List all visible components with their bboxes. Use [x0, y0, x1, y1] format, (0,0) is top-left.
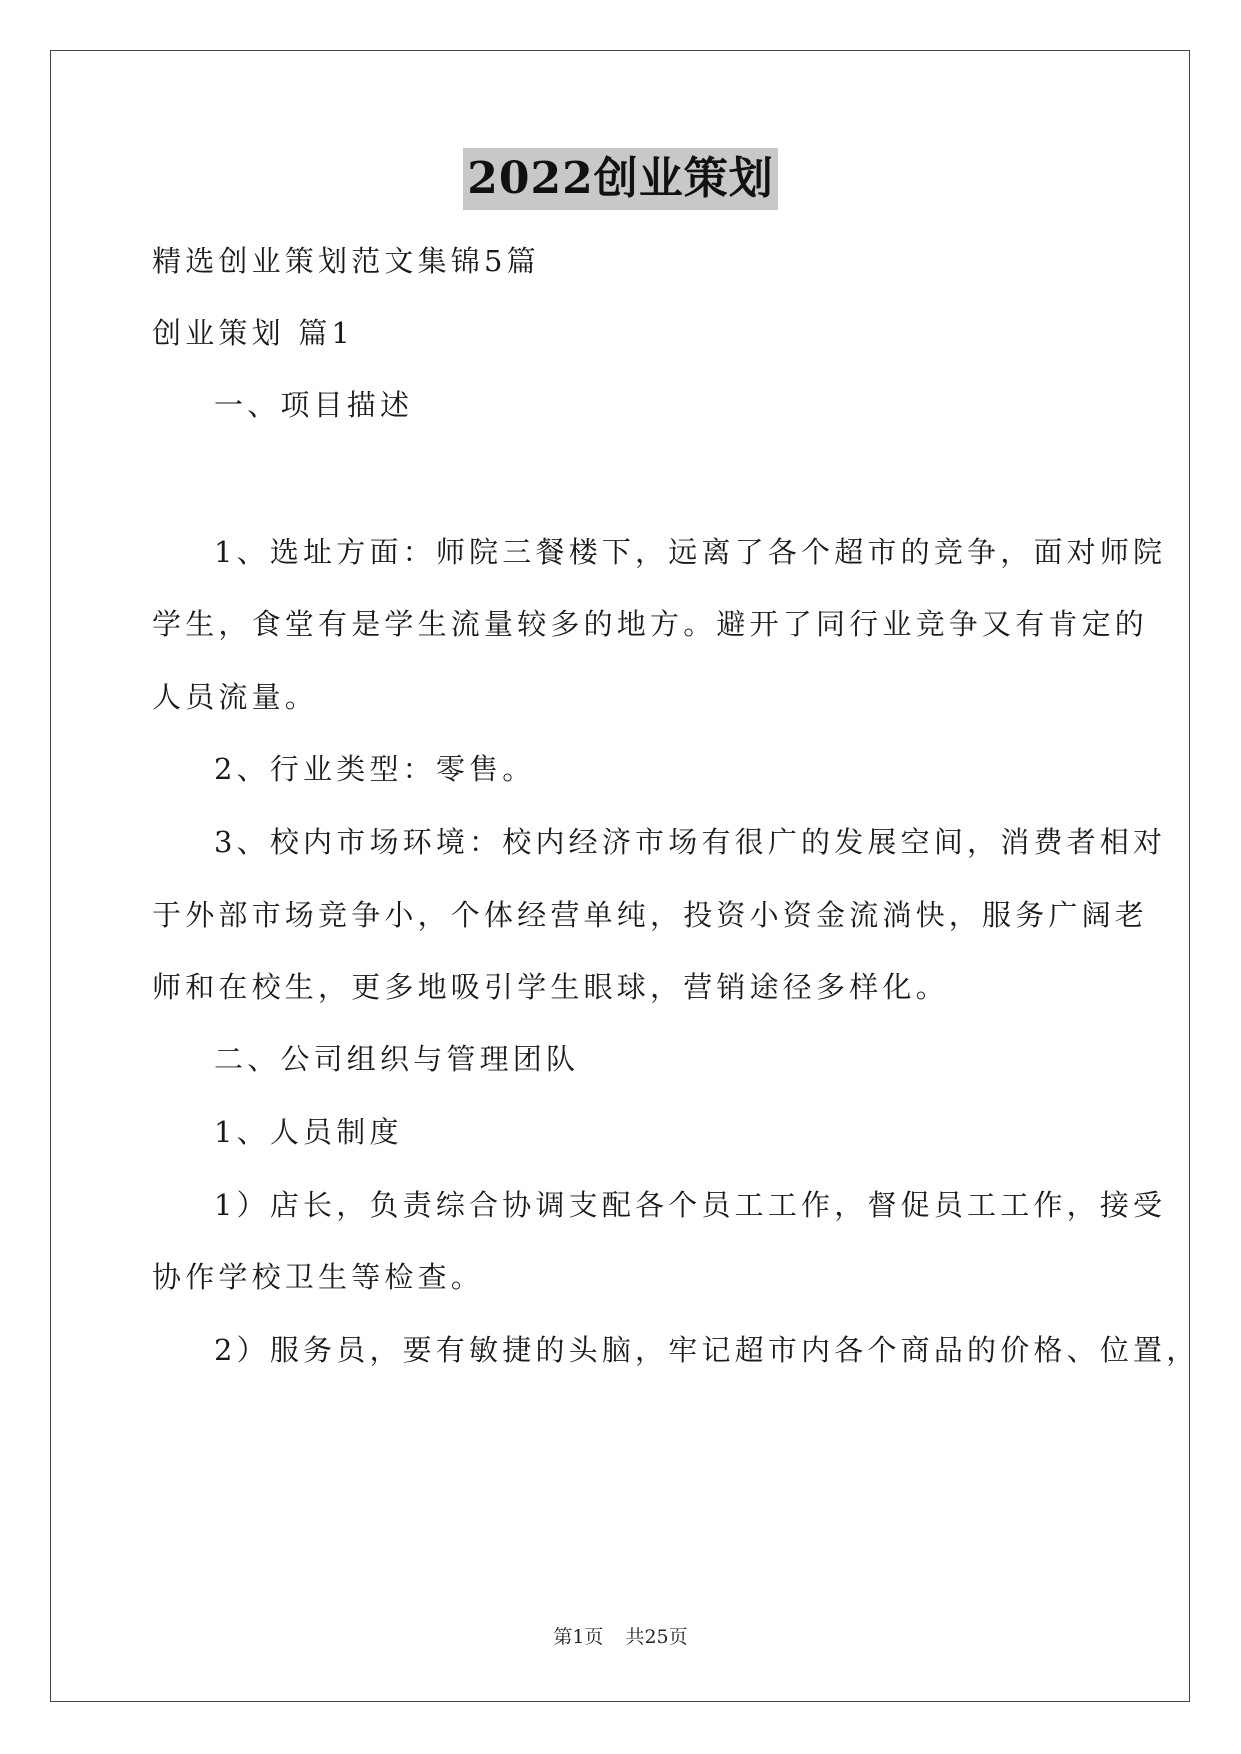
- paragraph-line: 于外部市场竞争小，个体经营单纯，投资小资金流淌快，服务广阔老: [152, 898, 1149, 932]
- paragraph-line: 二、公司组织与管理团队: [214, 1042, 580, 1076]
- document-subtitle: 精选创业策划范文集锦5篇: [152, 244, 540, 278]
- total-pages: 共25页: [625, 1626, 688, 1648]
- page-number: 第1页: [553, 1626, 604, 1648]
- title-container: [0, 148, 1241, 210]
- paragraph-line: 一、项目描述: [214, 388, 414, 422]
- paragraph-line: 3、校内市场环境：校内经济市场有很广的发展空间，消费者相对: [214, 825, 1167, 859]
- paragraph-line: 人员流量。: [152, 680, 319, 714]
- paragraph-line: 学生，食堂有是学生流量较多的地方。避开了同行业竞争又有肯定的: [152, 607, 1149, 641]
- paragraph-line: 1、人员制度: [214, 1115, 403, 1149]
- paragraph-line: 师和在校生，更多地吸引学生眼球，营销途径多样化。: [152, 970, 949, 1004]
- section-heading: 创业策划 篇1: [152, 316, 355, 350]
- paragraph-line: 协作学校卫生等检查。: [152, 1260, 485, 1294]
- paragraph-line: 1）店长，负责综合协调支配各个员工工作，督促员工工作，接受: [214, 1188, 1167, 1222]
- page-border: [50, 50, 1200, 1702]
- paragraph-line: 1、选址方面：师院三餐楼下，远离了各个超市的竞争，面对师院: [214, 535, 1167, 569]
- document-title: 2022创业策划: [463, 148, 777, 210]
- page-footer: [0, 1625, 1241, 1649]
- paragraph-line: 2、行业类型：零售。: [214, 752, 536, 786]
- paragraph-line: 2）服务员，要有敏捷的头脑，牢记超市内各个商品的价格、位置，: [214, 1333, 1200, 1367]
